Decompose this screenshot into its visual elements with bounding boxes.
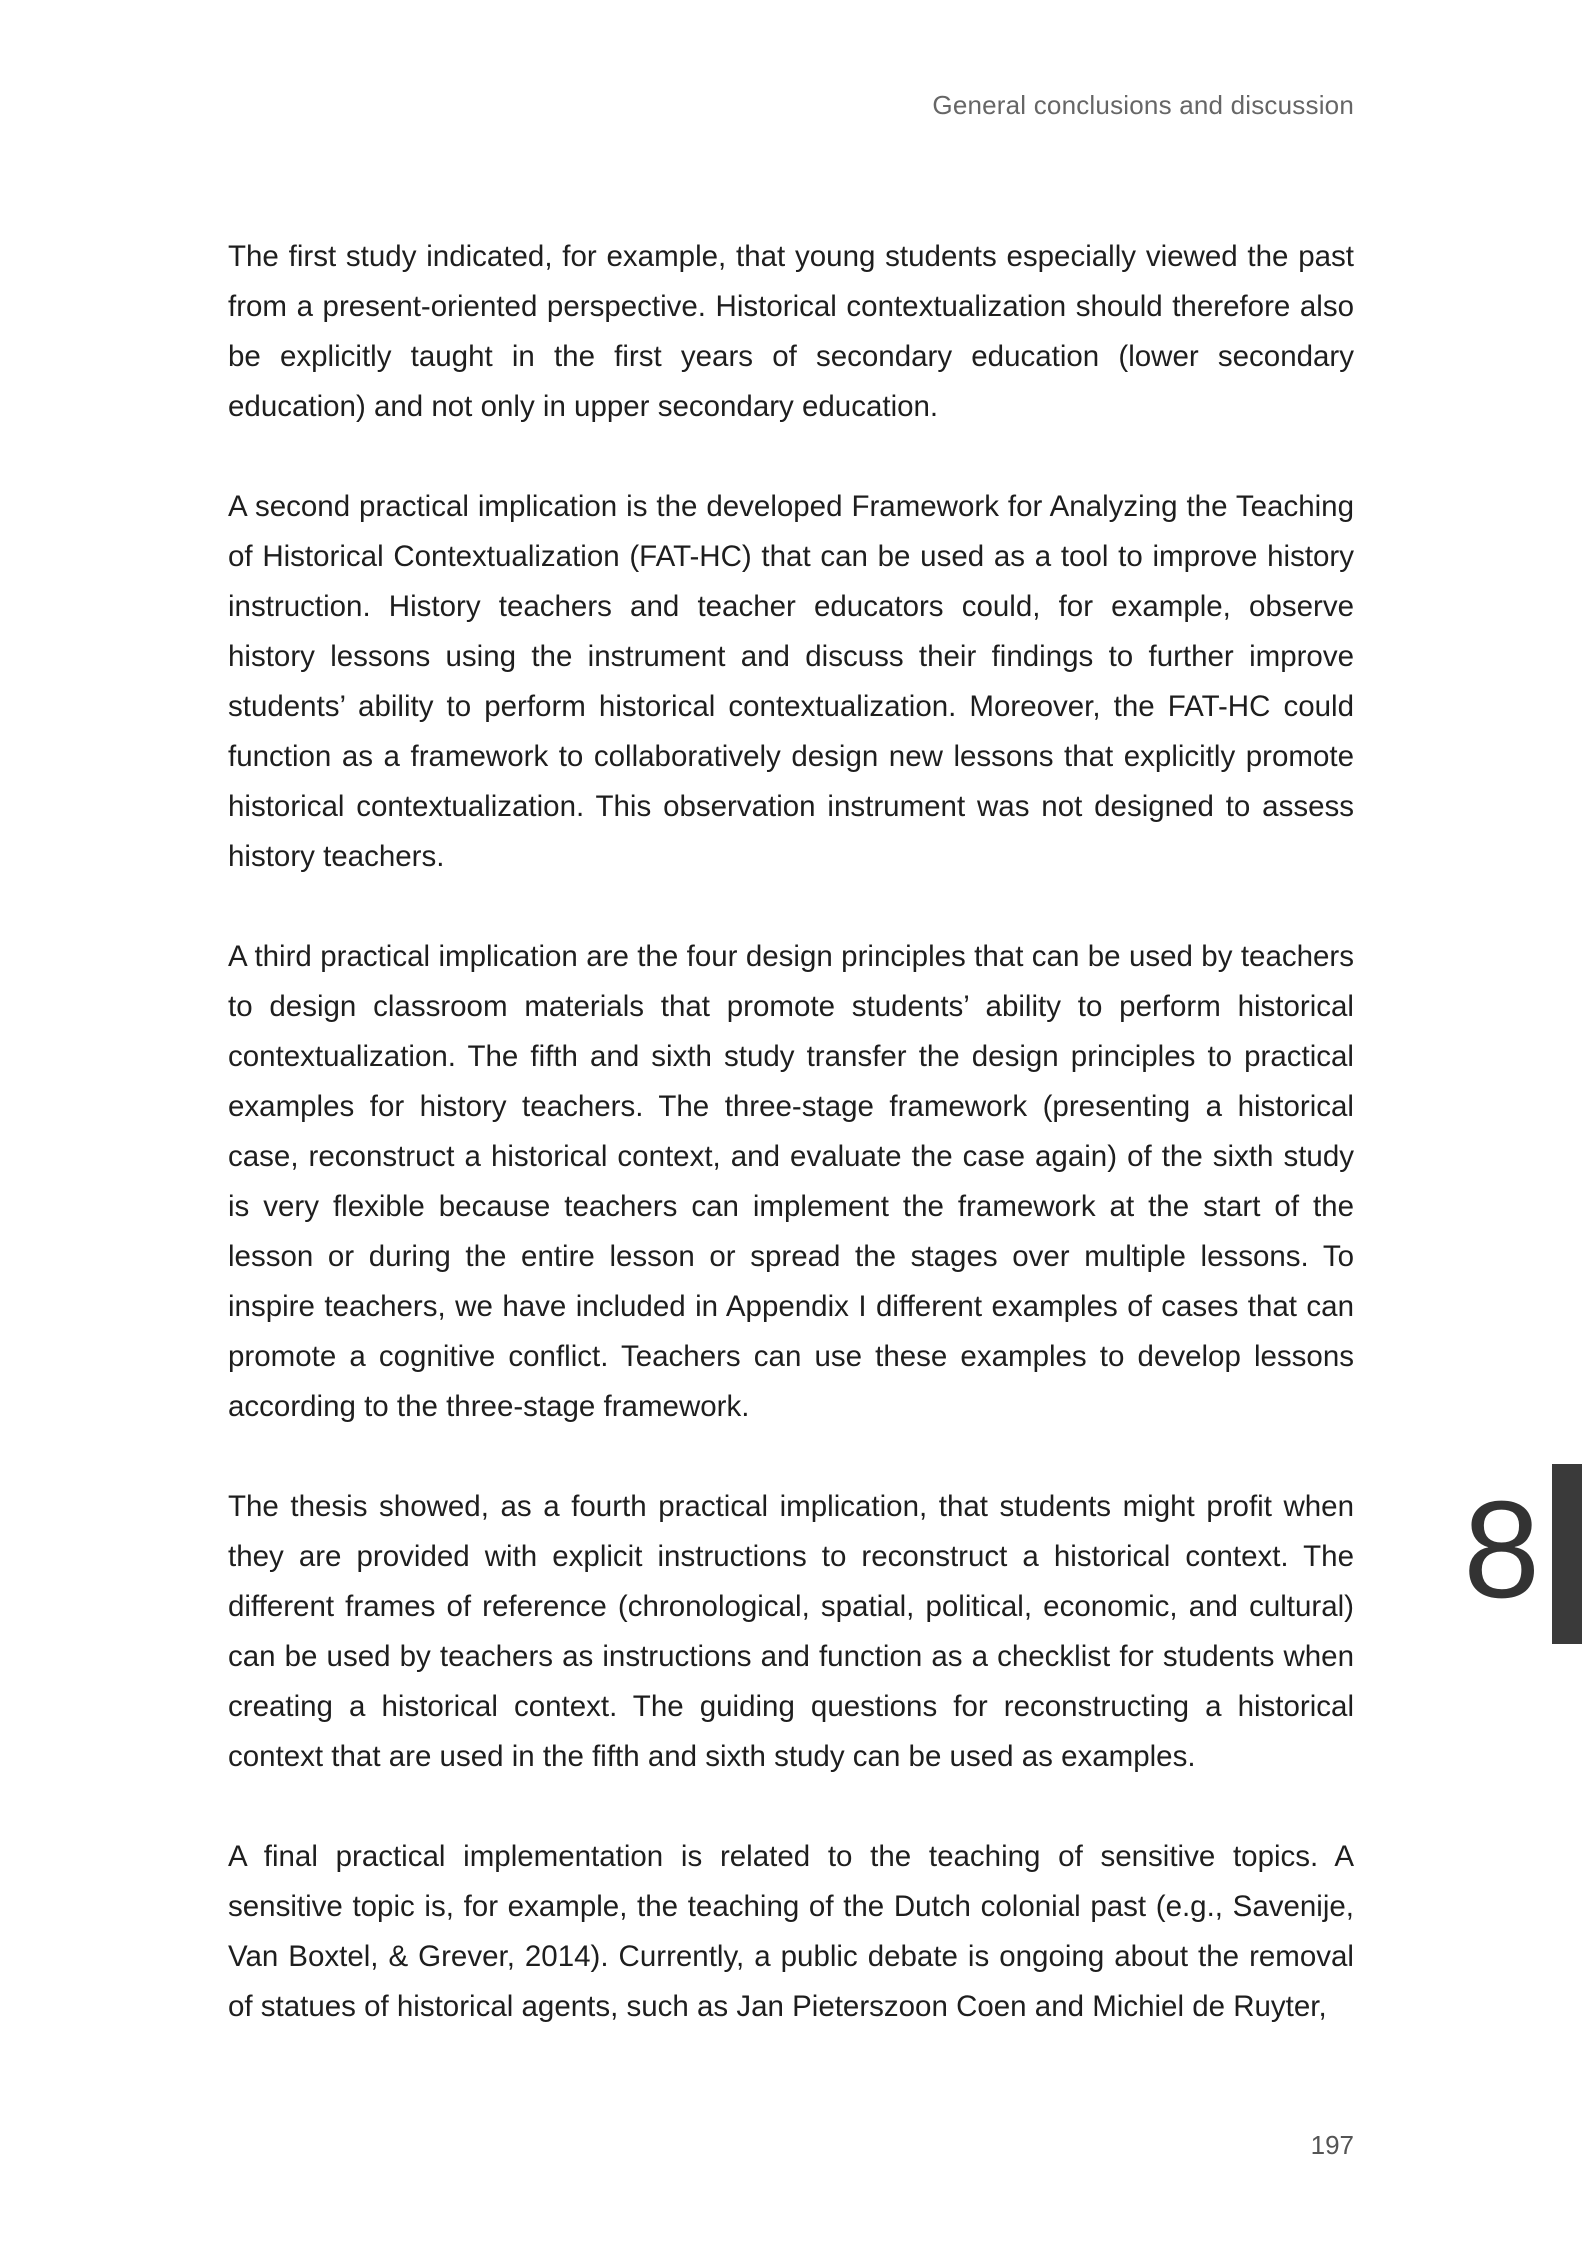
body-text <box>228 232 1354 2082</box>
paragraph-2: A second practical implication is the developed Framework for Analyzing the Teaching of Historical Contextualization (FAT-HC) that can be used as a tool to improve history instruction. History teachers and teacher educators could, for example, observe history lessons using the instrument and discuss their findings to further improve students’ ability to perform historical contextualization. Moreover, the FAT-HC could function as a framework to collaboratively design new lessons that explicitly promote historical contextualization. This observation instrument was not designed to assess history teachers. <box>228 490 1354 873</box>
paragraph-5: A final practical implementation is related to the teaching of sensitive topics. A sensitive topic is, for example, the teaching of the Dutch colonial past (e.g., Savenije, Van Boxtel, & Grever, 2014). Currently, a public debate is ongoing about the removal of statues of historical agents, such as Jan Pieterszoon Coen and Michiel de Ruyter, <box>228 1840 1354 2023</box>
paragraph-4: The thesis showed, as a fourth practical implication, that students might profit when they are provided with explicit instructions to reconstruct a historical context. The different frames of reference (chronological, spatial, political, economic, and cultural) can be used by teachers as instructions and function as a checklist for students when creating a historical context. The guiding questions for reconstructing a historical context that are used in the fifth and sixth study can be used as examples. <box>228 1490 1354 1773</box>
running-header: General conclusions and discussion <box>932 90 1354 120</box>
chapter-tab-bar <box>1552 1464 1582 1644</box>
paragraph-3: A third practical implication are the four design principles that can be used by teachers to design classroom materials that promote students’ ability to perform historical contextualization. The fifth and sixth study transfer the design principles to practical examples for history teachers. The three-stage framework (presenting a historical case, reconstruct a historical context, and evaluate the case again) of the sixth study is very flexible because teachers can implement the framework at the start of the lesson or during the entire lesson or spread the stages over multiple lessons. To inspire teachers, we have included in Appendix I different examples of cases that can promote a cognitive conflict. Teachers can use these examples to develop lessons according to the three-stage framework. <box>228 940 1354 1423</box>
chapter-number: 8 <box>1463 1473 1540 1627</box>
page-number: 197 <box>1310 2130 1354 2160</box>
paragraph-1: The first study indicated, for example, that young students especially viewed the past from a present-oriented perspective. Historical contextualization should therefore also be explicitly taught in the first years of secondary education (lower secondary education) and not only in upper secondary education. <box>228 240 1354 423</box>
chapter-tab <box>1418 1464 1582 1644</box>
